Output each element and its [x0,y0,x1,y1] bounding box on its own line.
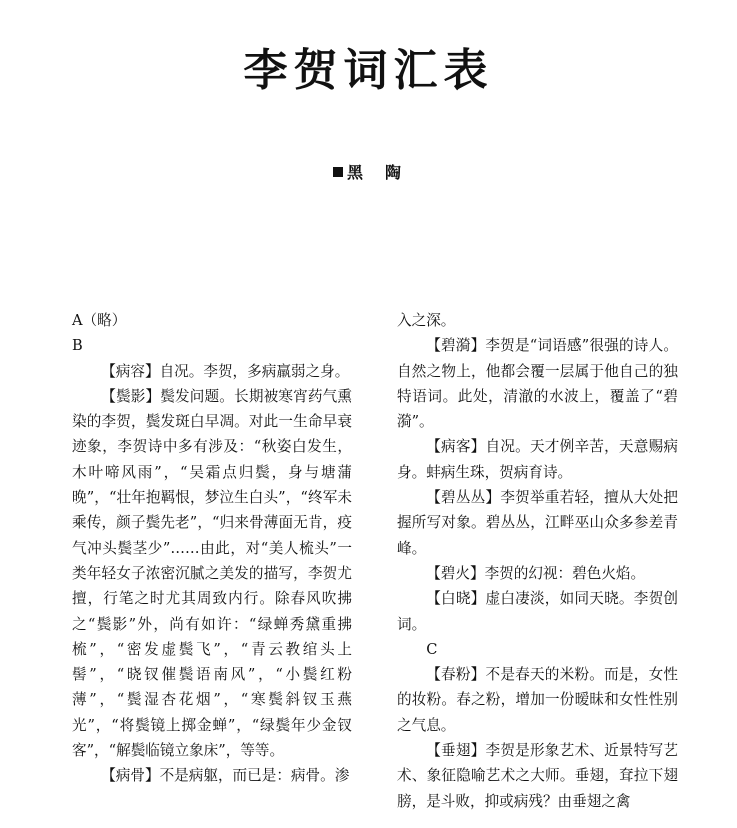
entry-paragraph: 【碧漪】李贺是“词语感”很强的诗人。自然之物上，他都会覆一层属于他自己的独特语词。此处，清澈的水波上，覆盖了“碧漪”。 [397,337,678,431]
section-letter-b: B [72,337,83,355]
author-byline [0,160,737,183]
entry-paragraph: 【碧丛丛】李贺举重若轻，擅从大处把握所写对象。碧丛丛，江畔巫山众多参差青峰。 [397,489,678,557]
entry-paragraph: 【鬓影】鬓发问题。长期被寒宵药气熏染的李贺，鬓发斑白早凋。对此一生命早衰迹象，李贺诗中多有涉及：“秋姿白发生，木叶啼风雨”，“吴霜点归鬓，身与塘蒲晚”，“壮年抱羁恨，梦泣生白头”，“终军未乘传，颜子鬓先老”，“归来骨薄面无肯，疫气冲头鬓茎少”……由此，对“美人梳头”一类年轻女子浓密沉腻之美发的描写，李贺尤擅，行笔之时尤其周致内行。除春风吹拂之“鬓影”外，尚有如许：“绿蝉秀黛重拂梳”，“密发虚鬓飞”，“青云教绾头上髻”，“晓钗催鬓语南风”，“小鬓红粉薄”，“鬓湿杏花烟”，“寒鬓斜钗玉燕光”，“将鬓镜上掷金蝉”，“绿鬓年少金钗客”，“解鬓临镜立象床”，等等。 [72,387,352,760]
left-column [72,308,352,789]
continued-paragraph: 入之深。 [397,312,456,329]
entry-paragraph: 【白晓】虚白凄淡，如同天晓。李贺创词。 [397,590,678,633]
entry-paragraph: 【病客】自况。天才例辛苦，天意赐病身。蚌病生珠，贺病育诗。 [397,438,678,481]
section-letter-a: A（略） [72,312,127,329]
right-column [397,308,678,814]
entry-paragraph: 【垂翅】李贺是形象艺术、近景特写艺术、象征隐喻艺术之大师。垂翅，耷拉下翅膀，是斗败，抑或病残？由垂翅之禽 [397,742,678,810]
entry-paragraph: 【病容】自况。李贺，多病羸弱之身。 [101,362,350,380]
square-bullet-icon [333,167,343,177]
entry-paragraph: 【病骨】不是病躯，而已是：病骨。渗 [101,767,350,785]
entry-paragraph: 【春粉】不是春天的米粉。而是，女性的妆粉。春之粉，增加一份暧昧和女性性别之气息。 [397,666,678,734]
section-letter-c: C [426,640,438,658]
author-name: 黑 陶 [346,163,404,182]
article-title: 李贺词汇表 [243,45,494,96]
entry-paragraph: 【碧火】李贺的幻视：碧色火焰。 [426,564,646,582]
